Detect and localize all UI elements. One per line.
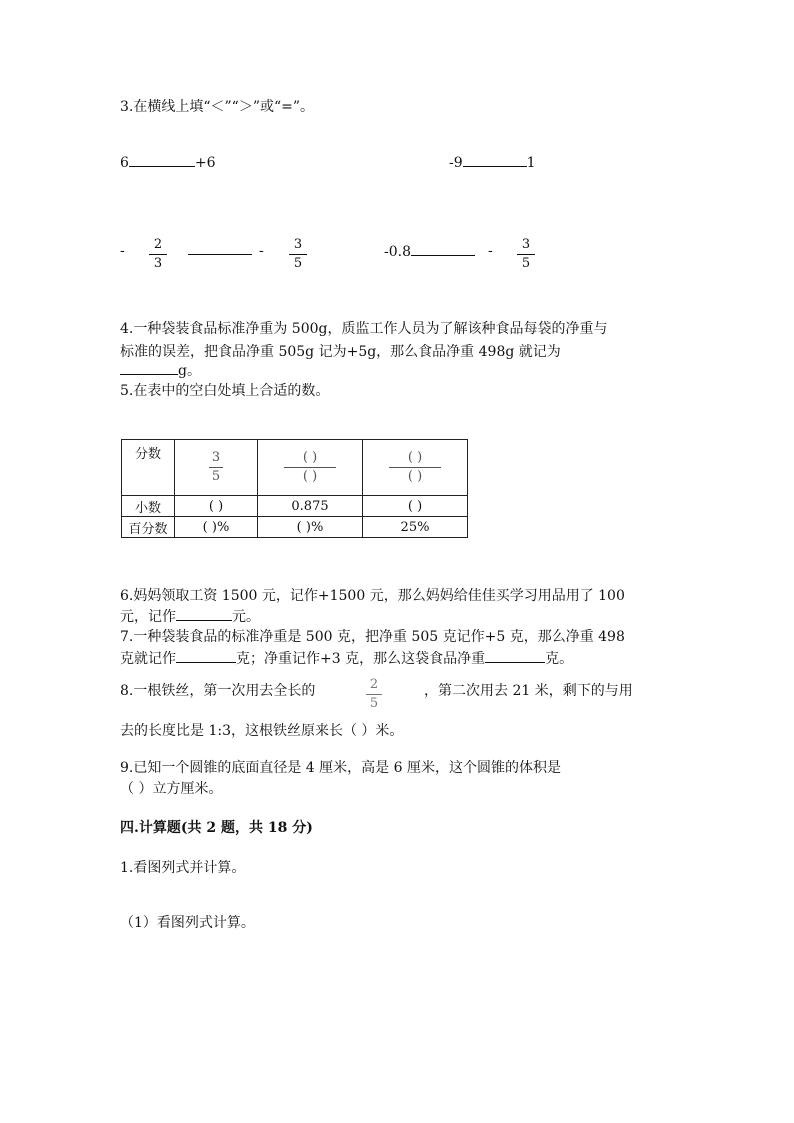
q4-line3 xyxy=(120,362,201,379)
denominator: 3 xyxy=(153,256,163,271)
q7-b: 克；净重记作+3 克，那么这袋食品净重 xyxy=(236,651,486,667)
q3-r1-left-a: 6 xyxy=(120,155,129,171)
fraction-bar xyxy=(149,254,167,255)
q3-row2-right xyxy=(384,241,475,262)
fraction-bar xyxy=(284,467,336,468)
numerator: 2 xyxy=(369,677,379,692)
denominator: 5 xyxy=(521,256,531,271)
q7-line2 xyxy=(120,648,573,669)
q8-line1-a: 8.一根铁丝，第一次用去全长的 xyxy=(120,683,316,699)
answer-blank[interactable] xyxy=(485,648,545,663)
fraction-bar xyxy=(389,467,441,468)
numerator: 3 xyxy=(211,450,221,465)
q9-line1: 9.已知一个圆锥的底面直径是 4 厘米，高是 6 厘米，这个圆锥的体积是 xyxy=(120,760,561,776)
table-row xyxy=(122,440,468,496)
q6-prefix: 元，记作 xyxy=(120,609,176,625)
q4-line2: 标准的误差，把食品净重 505g 记为+5g，那么食品净重 498g 就记为 xyxy=(120,344,561,360)
q8-line2: 去的长度比是 1:3，这根铁丝原来长（ ）米。 xyxy=(120,723,404,739)
q3-row1-right xyxy=(449,152,536,173)
answer-blank[interactable] xyxy=(120,362,178,375)
q7-line1: 7.一种袋装食品的标准净重是 500 克，把净重 505 克记作+5 克，那么净重 498 xyxy=(120,629,625,645)
answer-cell[interactable]: ( )% xyxy=(175,517,258,538)
table-row xyxy=(122,496,468,517)
fraction-decimal-table xyxy=(121,439,468,538)
blank-fraction[interactable] xyxy=(284,450,336,485)
fraction-3-5 xyxy=(209,450,223,485)
denominator: 5 xyxy=(211,469,221,484)
q4-unit: g。 xyxy=(178,363,201,379)
fraction-bar xyxy=(209,467,223,468)
q8-line1-b: ，第二次用去 21 米，剩下的与用 xyxy=(424,683,633,699)
q9-line2: （ ）立方厘米。 xyxy=(120,781,223,797)
numerator: 3 xyxy=(521,237,531,252)
fraction-2-5 xyxy=(366,677,382,712)
q4-line1: 4.一种袋装食品标准净重为 500g，质监工作人员为了解该种食品每袋的净重与 xyxy=(120,321,608,337)
row-label: 百分数 xyxy=(122,517,175,538)
value-cell: 0.875 xyxy=(258,496,363,517)
table-cell[interactable] xyxy=(258,440,363,496)
answer-cell[interactable]: ( ) xyxy=(175,496,258,517)
q3-r2-blank-wrap xyxy=(188,240,252,261)
numerator-blank[interactable]: ( ) xyxy=(407,450,423,465)
answer-blank[interactable] xyxy=(463,152,527,167)
q3-r1-right-b: 1 xyxy=(526,155,536,171)
value-cell: 25% xyxy=(363,517,468,538)
numerator: 3 xyxy=(293,237,303,252)
q3-r1-right-a: -9 xyxy=(449,155,463,171)
answer-blank[interactable] xyxy=(411,241,475,256)
numerator-blank[interactable]: ( ) xyxy=(302,450,318,465)
fraction-2-3 xyxy=(149,237,167,272)
table-cell xyxy=(175,440,258,496)
q5-title: 5.在表中的空白处填上合适的数。 xyxy=(120,383,330,399)
fraction-3-5 xyxy=(289,237,307,272)
denominator: 5 xyxy=(293,256,303,271)
table-cell[interactable] xyxy=(363,440,468,496)
q3-r1-left-b: +6 xyxy=(194,155,216,171)
answer-blank[interactable] xyxy=(188,240,252,255)
q6-line1: 6.妈妈领取工资 1500 元，记作+1500 元，那么妈妈给佳佳买学习用品用了 100 xyxy=(120,588,625,604)
section4-q1-sub: （1）看图列式计算。 xyxy=(120,915,255,931)
answer-cell[interactable]: ( ) xyxy=(363,496,468,517)
q3-title: 3.在横线上填“＜”“＞”或“=”。 xyxy=(120,99,315,115)
section-heading: 四.计算题(共 2 题，共 18 分) xyxy=(120,820,313,836)
denominator-blank[interactable]: ( ) xyxy=(302,469,318,484)
blank-fraction[interactable] xyxy=(389,450,441,485)
minus-sign: - xyxy=(120,243,125,259)
answer-blank[interactable] xyxy=(176,648,236,663)
table-row xyxy=(122,517,468,538)
answer-cell[interactable]: ( )% xyxy=(258,517,363,538)
row-label: 分数 xyxy=(122,440,175,496)
fraction-bar xyxy=(366,694,382,695)
q3-row1-left xyxy=(120,152,216,173)
q7-a: 克就记作 xyxy=(120,651,176,667)
fraction-3-5 xyxy=(517,237,535,272)
q7-c: 克。 xyxy=(545,651,574,667)
row-label: 小数 xyxy=(122,496,175,517)
numerator: 2 xyxy=(153,237,163,252)
minus-sign: - xyxy=(259,243,264,259)
fraction-bar xyxy=(517,254,535,255)
denominator: 5 xyxy=(369,696,379,711)
fraction-bar xyxy=(289,254,307,255)
denominator-blank[interactable]: ( ) xyxy=(407,469,423,484)
q6-suffix: 元。 xyxy=(232,609,260,625)
answer-blank[interactable] xyxy=(129,152,195,167)
q6-line2 xyxy=(120,606,260,627)
q3-r2-right-a: -0.8 xyxy=(384,244,411,260)
answer-blank[interactable] xyxy=(176,606,232,621)
minus-sign: - xyxy=(488,243,493,259)
section4-q1: 1.看图列式并计算。 xyxy=(120,860,246,876)
